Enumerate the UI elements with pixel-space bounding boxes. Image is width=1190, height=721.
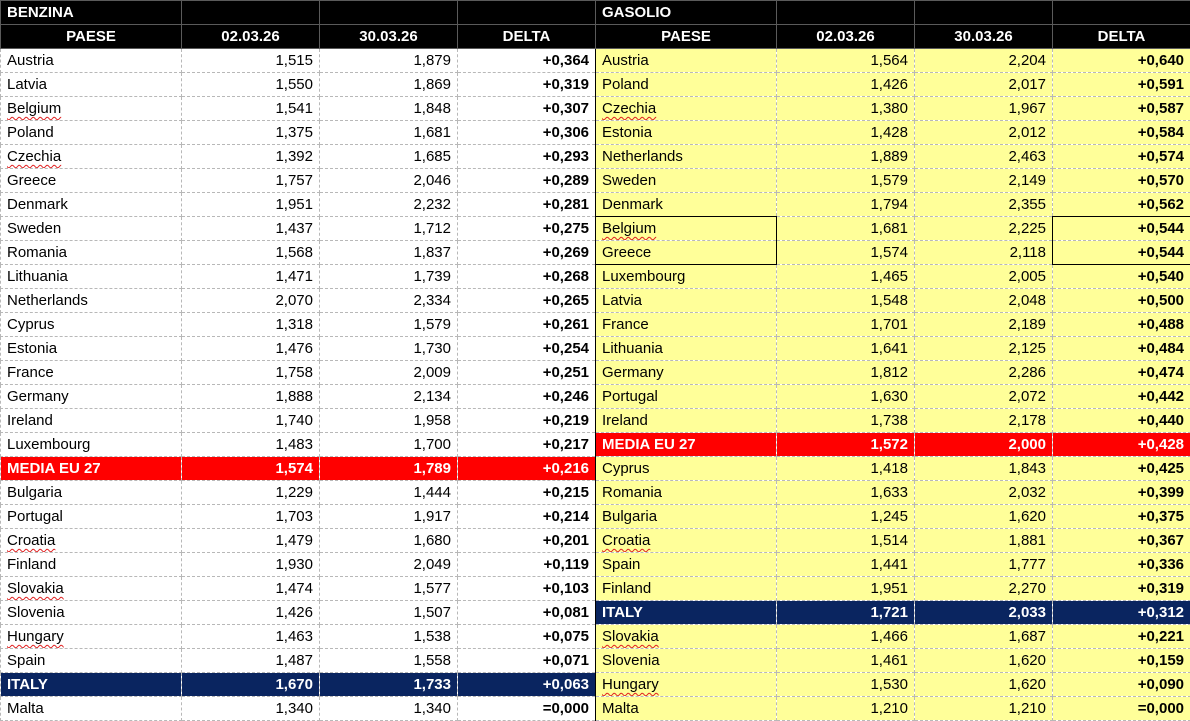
table-row <box>1 433 1190 457</box>
gasolio-price-date-1-cell[interactable]: 1,564 <box>777 49 915 73</box>
benzina-header-date-1[interactable]: 02.03.26 <box>182 25 320 49</box>
benzina-delta-cell[interactable]: +0,216 <box>458 457 596 481</box>
benzina-country-cell[interactable]: Germany <box>1 385 182 409</box>
empty-cell[interactable] <box>320 1 458 25</box>
gasolio-price-date-2-cell[interactable]: 2,032 <box>915 481 1053 505</box>
gasolio-delta-cell[interactable]: +0,440 <box>1053 409 1190 433</box>
benzina-price-date-2-cell[interactable]: 1,712 <box>320 217 458 241</box>
table-row <box>1 649 1190 673</box>
gasolio-delta-cell[interactable]: +0,488 <box>1053 313 1190 337</box>
benzina-country-cell[interactable]: Romania <box>1 241 182 265</box>
gasolio-country-cell[interactable]: Portugal <box>596 385 777 409</box>
gasolio-price-date-2-cell[interactable]: 1,967 <box>915 97 1053 121</box>
gasolio-price-date-2-cell[interactable]: 2,178 <box>915 409 1053 433</box>
gasolio-price-date-2-cell[interactable]: 2,355 <box>915 193 1053 217</box>
table-row <box>1 97 1190 121</box>
benzina-country-cell[interactable] <box>1 145 182 169</box>
gasolio-price-date-2-cell[interactable]: 2,000 <box>915 433 1053 457</box>
gasolio-price-date-2-cell[interactable]: 2,463 <box>915 145 1053 169</box>
benzina-delta-cell[interactable]: +0,219 <box>458 409 596 433</box>
benzina-price-date-1-cell[interactable]: 1,483 <box>182 433 320 457</box>
gasolio-delta-cell[interactable]: +0,544 <box>1053 241 1190 265</box>
gasolio-price-date-2-cell[interactable]: 2,270 <box>915 577 1053 601</box>
table-row <box>1 145 1190 169</box>
gasolio-delta-cell[interactable]: +0,544 <box>1053 217 1190 241</box>
gasolio-price-date-1-cell[interactable]: 1,641 <box>777 337 915 361</box>
benzina-price-date-1-cell[interactable]: 1,392 <box>182 145 320 169</box>
gasolio-country-cell[interactable]: Lithuania <box>596 337 777 361</box>
gasolio-price-date-1-cell[interactable]: 1,630 <box>777 385 915 409</box>
table-row <box>1 265 1190 289</box>
gasolio-country-cell[interactable]: Germany <box>596 361 777 385</box>
gasolio-country-cell[interactable] <box>596 97 777 121</box>
benzina-delta-cell[interactable]: +0,261 <box>458 313 596 337</box>
table-row <box>1 601 1190 625</box>
gasolio-delta-cell[interactable]: +0,336 <box>1053 553 1190 577</box>
gasolio-country-cell[interactable]: Bulgaria <box>596 505 777 529</box>
benzina-delta-cell[interactable]: +0,246 <box>458 385 596 409</box>
country-name: Belgium <box>7 100 62 117</box>
gasolio-delta-cell[interactable]: +0,425 <box>1053 457 1190 481</box>
gasolio-price-date-2-cell[interactable]: 2,125 <box>915 337 1053 361</box>
benzina-price-date-1-cell[interactable]: 1,951 <box>182 193 320 217</box>
benzina-country-cell[interactable]: Greece <box>1 169 182 193</box>
gasolio-country-cell[interactable]: Greece <box>596 241 777 265</box>
benzina-price-date-2-cell[interactable]: 1,879 <box>320 49 458 73</box>
benzina-price-date-1-cell[interactable]: 1,463 <box>182 625 320 649</box>
gasolio-delta-cell[interactable]: +0,500 <box>1053 289 1190 313</box>
benzina-price-date-2-cell[interactable]: 2,009 <box>320 361 458 385</box>
gasolio-country-cell[interactable] <box>596 529 777 553</box>
benzina-delta-cell[interactable]: +0,119 <box>458 553 596 577</box>
benzina-price-date-2-cell[interactable]: 1,958 <box>320 409 458 433</box>
benzina-price-date-1-cell[interactable]: 1,479 <box>182 529 320 553</box>
gasolio-price-date-2-cell[interactable]: 2,118 <box>915 241 1053 265</box>
gasolio-price-date-1-cell[interactable]: 1,441 <box>777 553 915 577</box>
gasolio-price-date-2-cell[interactable]: 1,620 <box>915 649 1053 673</box>
benzina-price-date-2-cell[interactable]: 1,869 <box>320 73 458 97</box>
gasolio-price-date-2-cell[interactable]: 2,017 <box>915 73 1053 97</box>
benzina-country-cell[interactable] <box>1 577 182 601</box>
gasolio-delta-cell[interactable]: +0,442 <box>1053 385 1190 409</box>
gasolio-price-date-2-cell[interactable]: 2,072 <box>915 385 1053 409</box>
benzina-delta-cell[interactable]: +0,306 <box>458 121 596 145</box>
benzina-country-cell[interactable]: MEDIA EU 27 <box>1 457 182 481</box>
country-name: Czechia <box>602 100 657 117</box>
section-title-row <box>1 1 1190 25</box>
benzina-price-date-2-cell[interactable]: 1,739 <box>320 265 458 289</box>
gasolio-country-cell[interactable]: ITALY <box>596 601 777 625</box>
gasolio-header-date-2[interactable]: 30.03.26 <box>915 25 1053 49</box>
benzina-country-cell[interactable]: Latvia <box>1 73 182 97</box>
gasolio-delta-cell[interactable]: +0,591 <box>1053 73 1190 97</box>
gasolio-delta-cell[interactable]: +0,159 <box>1053 649 1190 673</box>
empty-cell[interactable] <box>777 1 915 25</box>
gasolio-price-date-2-cell[interactable]: 1,843 <box>915 457 1053 481</box>
gasolio-price-date-1-cell[interactable]: 1,721 <box>777 601 915 625</box>
gasolio-delta-cell[interactable]: +0,562 <box>1053 193 1190 217</box>
gasolio-price-date-1-cell[interactable]: 1,428 <box>777 121 915 145</box>
benzina-delta-cell[interactable]: +0,075 <box>458 625 596 649</box>
gasolio-price-date-1-cell[interactable]: 1,794 <box>777 193 915 217</box>
column-header-row <box>1 25 1190 49</box>
country-name: Czechia <box>7 148 62 165</box>
benzina-price-date-1-cell[interactable]: 1,340 <box>182 697 320 721</box>
benzina-country-cell[interactable]: France <box>1 361 182 385</box>
benzina-price-date-2-cell[interactable]: 1,579 <box>320 313 458 337</box>
table-row <box>1 169 1190 193</box>
gasolio-title-cell[interactable]: GASOLIO <box>596 1 777 25</box>
country-name: Croatia <box>7 532 56 549</box>
country-name: Slovakia <box>602 628 659 645</box>
benzina-price-date-1-cell[interactable]: 1,550 <box>182 73 320 97</box>
benzina-price-date-2-cell[interactable]: 1,577 <box>320 577 458 601</box>
country-name: Hungary <box>7 628 64 645</box>
benzina-price-date-1-cell[interactable]: 1,574 <box>182 457 320 481</box>
gasolio-price-date-2-cell[interactable]: 2,286 <box>915 361 1053 385</box>
gasolio-delta-cell[interactable]: +0,584 <box>1053 121 1190 145</box>
benzina-price-date-2-cell[interactable]: 1,681 <box>320 121 458 145</box>
gasolio-country-cell[interactable] <box>596 673 777 697</box>
gasolio-header-paese[interactable]: PAESE <box>596 25 777 49</box>
benzina-price-date-1-cell[interactable]: 1,487 <box>182 649 320 673</box>
benzina-delta-cell[interactable]: +0,289 <box>458 169 596 193</box>
gasolio-price-date-2-cell[interactable]: 1,881 <box>915 529 1053 553</box>
table-row <box>1 241 1190 265</box>
gasolio-country-cell[interactable]: Denmark <box>596 193 777 217</box>
benzina-delta-cell[interactable]: +0,215 <box>458 481 596 505</box>
benzina-country-cell[interactable]: Slovenia <box>1 601 182 625</box>
table-row <box>1 121 1190 145</box>
benzina-delta-cell[interactable]: +0,319 <box>458 73 596 97</box>
gasolio-country-cell[interactable]: MEDIA EU 27 <box>596 433 777 457</box>
gasolio-price-date-2-cell[interactable]: 2,149 <box>915 169 1053 193</box>
benzina-price-date-2-cell[interactable]: 2,049 <box>320 553 458 577</box>
gasolio-header-date-1[interactable]: 02.03.26 <box>777 25 915 49</box>
gasolio-delta-cell[interactable]: +0,540 <box>1053 265 1190 289</box>
gasolio-country-cell[interactable] <box>596 625 777 649</box>
benzina-country-cell[interactable]: Lithuania <box>1 265 182 289</box>
gasolio-country-cell[interactable]: Cyprus <box>596 457 777 481</box>
gasolio-country-cell[interactable]: Luxembourg <box>596 265 777 289</box>
country-name: Hungary <box>602 676 659 693</box>
gasolio-price-date-1-cell[interactable]: 1,548 <box>777 289 915 313</box>
table-row <box>1 337 1190 361</box>
benzina-price-date-2-cell[interactable]: 1,837 <box>320 241 458 265</box>
benzina-country-cell[interactable]: Estonia <box>1 337 182 361</box>
benzina-country-cell[interactable]: Sweden <box>1 217 182 241</box>
benzina-price-date-2-cell[interactable]: 1,685 <box>320 145 458 169</box>
table-row <box>1 73 1190 97</box>
gasolio-country-cell[interactable]: Latvia <box>596 289 777 313</box>
benzina-country-cell[interactable] <box>1 625 182 649</box>
table-row <box>1 505 1190 529</box>
benzina-price-date-1-cell[interactable]: 1,758 <box>182 361 320 385</box>
benzina-delta-cell[interactable]: +0,081 <box>458 601 596 625</box>
benzina-price-date-1-cell[interactable]: 1,229 <box>182 481 320 505</box>
gasolio-delta-cell[interactable]: +0,221 <box>1053 625 1190 649</box>
benzina-delta-cell[interactable]: +0,364 <box>458 49 596 73</box>
benzina-delta-cell[interactable]: +0,307 <box>458 97 596 121</box>
benzina-price-date-2-cell[interactable]: 2,334 <box>320 289 458 313</box>
benzina-price-date-1-cell[interactable]: 1,888 <box>182 385 320 409</box>
gasolio-delta-cell[interactable]: +0,574 <box>1053 145 1190 169</box>
benzina-price-date-1-cell[interactable]: 1,568 <box>182 241 320 265</box>
benzina-price-date-1-cell[interactable]: 2,070 <box>182 289 320 313</box>
benzina-country-cell[interactable]: Portugal <box>1 505 182 529</box>
table-row <box>1 529 1190 553</box>
benzina-delta-cell[interactable]: +0,254 <box>458 337 596 361</box>
benzina-price-date-2-cell[interactable]: 1,700 <box>320 433 458 457</box>
table-row <box>1 697 1190 721</box>
gasolio-delta-cell[interactable]: +0,640 <box>1053 49 1190 73</box>
gasolio-price-date-1-cell[interactable]: 1,579 <box>777 169 915 193</box>
gasolio-price-date-1-cell[interactable]: 1,380 <box>777 97 915 121</box>
gasolio-delta-cell[interactable]: +0,367 <box>1053 529 1190 553</box>
table-row <box>1 217 1190 241</box>
gasolio-price-date-1-cell[interactable]: 1,951 <box>777 577 915 601</box>
benzina-price-date-1-cell[interactable]: 1,670 <box>182 673 320 697</box>
benzina-country-cell[interactable]: Bulgaria <box>1 481 182 505</box>
benzina-price-date-2-cell[interactable]: 2,232 <box>320 193 458 217</box>
gasolio-price-date-1-cell[interactable]: 1,812 <box>777 361 915 385</box>
gasolio-country-cell[interactable]: Finland <box>596 577 777 601</box>
gasolio-price-date-1-cell[interactable]: 1,701 <box>777 313 915 337</box>
gasolio-delta-cell[interactable]: +0,484 <box>1053 337 1190 361</box>
benzina-price-date-2-cell[interactable]: 1,917 <box>320 505 458 529</box>
benzina-price-date-2-cell[interactable]: 1,733 <box>320 673 458 697</box>
benzina-price-date-1-cell[interactable]: 1,930 <box>182 553 320 577</box>
benzina-title-cell[interactable]: BENZINA <box>1 1 182 25</box>
empty-cell[interactable] <box>915 1 1053 25</box>
table-row <box>1 409 1190 433</box>
benzina-header-paese[interactable]: PAESE <box>1 25 182 49</box>
benzina-header-delta[interactable]: DELTA <box>458 25 596 49</box>
table-row <box>1 313 1190 337</box>
gasolio-price-date-2-cell[interactable]: 2,033 <box>915 601 1053 625</box>
benzina-delta-cell[interactable]: +0,265 <box>458 289 596 313</box>
benzina-price-date-1-cell[interactable]: 1,757 <box>182 169 320 193</box>
table-row <box>1 289 1190 313</box>
benzina-price-date-2-cell[interactable]: 1,848 <box>320 97 458 121</box>
benzina-price-date-2-cell[interactable]: 2,134 <box>320 385 458 409</box>
benzina-delta-cell[interactable]: +0,293 <box>458 145 596 169</box>
benzina-country-cell[interactable]: Finland <box>1 553 182 577</box>
benzina-price-date-2-cell[interactable]: 1,507 <box>320 601 458 625</box>
gasolio-price-date-2-cell[interactable]: 1,777 <box>915 553 1053 577</box>
benzina-price-date-2-cell[interactable]: 1,730 <box>320 337 458 361</box>
gasolio-price-date-1-cell[interactable]: 1,426 <box>777 73 915 97</box>
gasolio-delta-cell[interactable]: +0,474 <box>1053 361 1190 385</box>
benzina-country-cell[interactable]: Spain <box>1 649 182 673</box>
gasolio-delta-cell[interactable]: +0,587 <box>1053 97 1190 121</box>
benzina-header-date-2[interactable]: 30.03.26 <box>320 25 458 49</box>
benzina-price-date-2-cell[interactable]: 1,789 <box>320 457 458 481</box>
gasolio-price-date-1-cell[interactable]: 1,572 <box>777 433 915 457</box>
gasolio-delta-cell[interactable]: +0,399 <box>1053 481 1190 505</box>
gasolio-delta-cell[interactable]: +0,312 <box>1053 601 1190 625</box>
gasolio-country-cell[interactable]: Poland <box>596 73 777 97</box>
gasolio-country-cell[interactable]: Estonia <box>596 121 777 145</box>
benzina-price-date-2-cell[interactable]: 1,340 <box>320 697 458 721</box>
gasolio-country-cell[interactable]: Netherlands <box>596 145 777 169</box>
benzina-price-date-1-cell[interactable]: 1,515 <box>182 49 320 73</box>
empty-cell[interactable] <box>1053 1 1190 25</box>
empty-cell[interactable] <box>182 1 320 25</box>
gasolio-price-date-1-cell[interactable]: 1,418 <box>777 457 915 481</box>
table-row <box>1 673 1190 697</box>
benzina-country-cell[interactable]: Cyprus <box>1 313 182 337</box>
gasolio-price-date-2-cell[interactable]: 2,005 <box>915 265 1053 289</box>
benzina-price-date-1-cell[interactable]: 1,471 <box>182 265 320 289</box>
gasolio-price-date-2-cell[interactable]: 1,620 <box>915 673 1053 697</box>
benzina-delta-cell[interactable]: +0,063 <box>458 673 596 697</box>
benzina-delta-cell[interactable]: +0,201 <box>458 529 596 553</box>
benzina-price-date-1-cell[interactable]: 1,703 <box>182 505 320 529</box>
table-row <box>1 193 1190 217</box>
benzina-price-date-1-cell[interactable]: 1,474 <box>182 577 320 601</box>
benzina-price-date-2-cell[interactable]: 1,538 <box>320 625 458 649</box>
country-name: Belgium <box>602 220 657 237</box>
gasolio-delta-cell[interactable]: +0,319 <box>1053 577 1190 601</box>
benzina-country-cell[interactable] <box>1 97 182 121</box>
gasolio-price-date-2-cell[interactable]: 2,012 <box>915 121 1053 145</box>
table-row <box>1 481 1190 505</box>
gasolio-delta-cell[interactable]: +0,090 <box>1053 673 1190 697</box>
gasolio-price-date-1-cell[interactable]: 1,465 <box>777 265 915 289</box>
country-name: Slovakia <box>7 580 64 597</box>
benzina-country-cell[interactable]: Denmark <box>1 193 182 217</box>
benzina-country-cell[interactable]: Luxembourg <box>1 433 182 457</box>
benzina-price-date-1-cell[interactable]: 1,541 <box>182 97 320 121</box>
benzina-delta-cell[interactable]: +0,214 <box>458 505 596 529</box>
gasolio-delta-cell[interactable]: +0,375 <box>1053 505 1190 529</box>
table-row <box>1 577 1190 601</box>
gasolio-header-delta[interactable]: DELTA <box>1053 25 1190 49</box>
gasolio-price-date-2-cell[interactable]: 1,620 <box>915 505 1053 529</box>
benzina-price-date-1-cell[interactable]: 1,740 <box>182 409 320 433</box>
gasolio-country-cell[interactable]: Malta <box>596 697 777 721</box>
gasolio-country-cell[interactable]: Sweden <box>596 169 777 193</box>
gasolio-price-date-1-cell[interactable]: 1,514 <box>777 529 915 553</box>
benzina-price-date-1-cell[interactable]: 1,476 <box>182 337 320 361</box>
table-row <box>1 457 1190 481</box>
benzina-delta-cell[interactable]: +0,275 <box>458 217 596 241</box>
benzina-country-cell[interactable]: Netherlands <box>1 289 182 313</box>
table-row <box>1 385 1190 409</box>
gasolio-price-date-1-cell[interactable]: 1,466 <box>777 625 915 649</box>
gasolio-price-date-1-cell[interactable]: 1,633 <box>777 481 915 505</box>
gasolio-price-date-2-cell[interactable]: 2,204 <box>915 49 1053 73</box>
gasolio-price-date-1-cell[interactable]: 1,461 <box>777 649 915 673</box>
benzina-country-cell[interactable]: Ireland <box>1 409 182 433</box>
gasolio-price-date-1-cell[interactable]: 1,574 <box>777 241 915 265</box>
benzina-delta-cell[interactable]: +0,281 <box>458 193 596 217</box>
benzina-country-cell[interactable] <box>1 529 182 553</box>
benzina-delta-cell[interactable]: +0,269 <box>458 241 596 265</box>
benzina-delta-cell[interactable]: =0,000 <box>458 697 596 721</box>
country-name: Croatia <box>602 532 651 549</box>
gasolio-price-date-2-cell[interactable]: 1,210 <box>915 697 1053 721</box>
gasolio-price-date-2-cell[interactable]: 2,048 <box>915 289 1053 313</box>
benzina-country-cell[interactable]: Malta <box>1 697 182 721</box>
gasolio-country-cell[interactable]: Austria <box>596 49 777 73</box>
table-row <box>1 553 1190 577</box>
gasolio-price-date-1-cell[interactable]: 1,530 <box>777 673 915 697</box>
gasolio-country-cell[interactable]: Ireland <box>596 409 777 433</box>
gasolio-delta-cell[interactable]: +0,570 <box>1053 169 1190 193</box>
benzina-delta-cell[interactable]: +0,217 <box>458 433 596 457</box>
gasolio-price-date-2-cell[interactable]: 2,225 <box>915 217 1053 241</box>
benzina-country-cell[interactable]: Poland <box>1 121 182 145</box>
gasolio-country-cell[interactable]: Romania <box>596 481 777 505</box>
gasolio-country-cell[interactable]: Slovenia <box>596 649 777 673</box>
benzina-delta-cell[interactable]: +0,071 <box>458 649 596 673</box>
gasolio-country-cell[interactable] <box>596 217 777 241</box>
gasolio-country-cell[interactable]: Spain <box>596 553 777 577</box>
gasolio-country-cell[interactable]: France <box>596 313 777 337</box>
benzina-price-date-2-cell[interactable]: 2,046 <box>320 169 458 193</box>
gasolio-price-date-2-cell[interactable]: 2,189 <box>915 313 1053 337</box>
benzina-price-date-1-cell[interactable]: 1,318 <box>182 313 320 337</box>
benzina-price-date-1-cell[interactable]: 1,437 <box>182 217 320 241</box>
benzina-price-date-2-cell[interactable]: 1,558 <box>320 649 458 673</box>
gasolio-delta-cell[interactable]: +0,428 <box>1053 433 1190 457</box>
benzina-price-date-2-cell[interactable]: 1,444 <box>320 481 458 505</box>
benzina-price-date-2-cell[interactable]: 1,680 <box>320 529 458 553</box>
gasolio-price-date-1-cell[interactable]: 1,681 <box>777 217 915 241</box>
benzina-price-date-1-cell[interactable]: 1,426 <box>182 601 320 625</box>
table-row <box>1 361 1190 385</box>
gasolio-delta-cell[interactable]: =0,000 <box>1053 697 1190 721</box>
benzina-country-cell[interactable]: ITALY <box>1 673 182 697</box>
benzina-delta-cell[interactable]: +0,103 <box>458 577 596 601</box>
gasolio-price-date-2-cell[interactable]: 1,687 <box>915 625 1053 649</box>
table-row <box>1 49 1190 73</box>
benzina-delta-cell[interactable]: +0,268 <box>458 265 596 289</box>
benzina-delta-cell[interactable]: +0,251 <box>458 361 596 385</box>
gasolio-price-date-1-cell[interactable]: 1,889 <box>777 145 915 169</box>
benzina-country-cell[interactable]: Austria <box>1 49 182 73</box>
gasolio-price-date-1-cell[interactable]: 1,738 <box>777 409 915 433</box>
empty-cell[interactable] <box>458 1 596 25</box>
benzina-price-date-1-cell[interactable]: 1,375 <box>182 121 320 145</box>
table-row <box>1 625 1190 649</box>
gasolio-price-date-1-cell[interactable]: 1,210 <box>777 697 915 721</box>
gasolio-price-date-1-cell[interactable]: 1,245 <box>777 505 915 529</box>
